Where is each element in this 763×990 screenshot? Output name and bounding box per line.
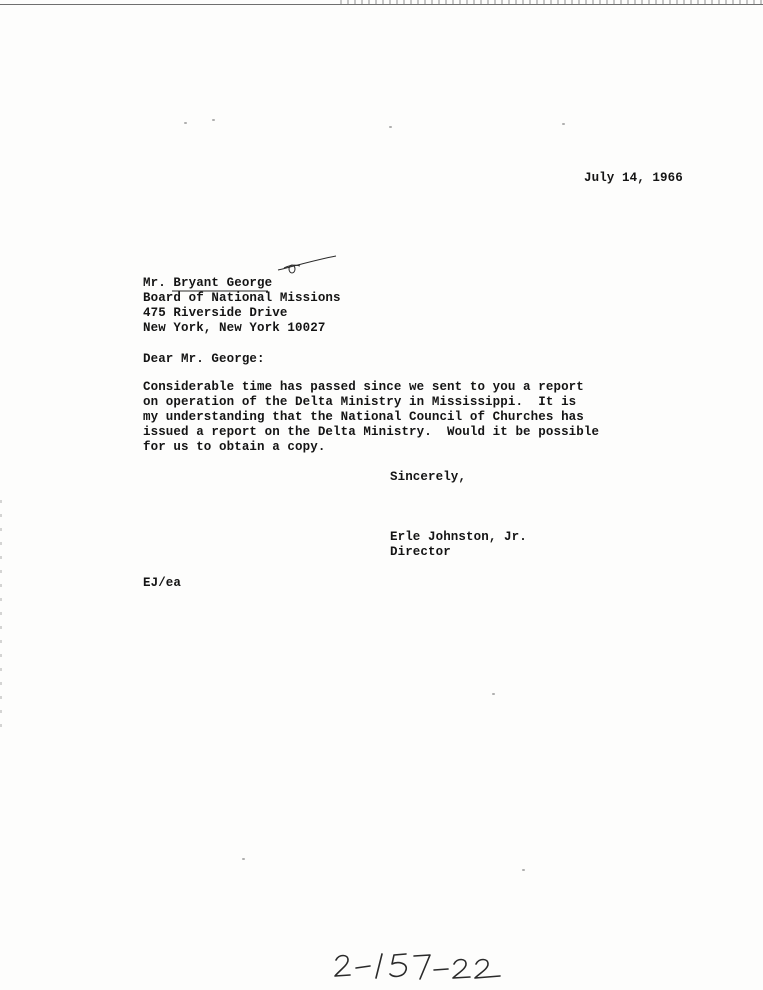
recipient-city: New York, New York 10027 (143, 321, 326, 335)
letter-date: July 14, 1966 (584, 171, 683, 185)
handwritten-file-number (330, 946, 510, 986)
salutation: Dear Mr. George: (143, 352, 265, 366)
body-line: issued a report on the Delta Ministry. Would it be possible (143, 425, 600, 439)
recipient-name: Mr. Bryant George (143, 276, 273, 290)
scan-speck (522, 869, 525, 871)
scan-speck (389, 126, 392, 128)
body-line: on operation of the Delta Ministry in Mississippi. It is (143, 395, 577, 409)
pen-check-mark (270, 250, 340, 280)
scan-speck (562, 123, 565, 125)
body-line: for us to obtain a copy. (143, 440, 326, 454)
body-line: Considerable time has passed since we sent to you a report (143, 380, 584, 394)
scan-noise-left-margin (0, 500, 2, 730)
body-line: my understanding that the National Council of Churches has (143, 410, 584, 424)
scan-speck (492, 693, 495, 695)
reference-initials: EJ/ea (143, 576, 182, 590)
closing: Sincerely, (390, 470, 467, 484)
signer-title: Director (390, 545, 451, 559)
scan-speck (212, 119, 215, 121)
page-top-edge (0, 4, 763, 5)
recipient-organization: Board of National Missions (143, 291, 341, 305)
scan-speck (184, 122, 187, 124)
signer-name: Erle Johnston, Jr. (390, 530, 527, 544)
recipient-street: 475 Riverside Drive (143, 306, 288, 320)
scan-noise-top (340, 0, 763, 4)
scan-speck (242, 858, 245, 860)
